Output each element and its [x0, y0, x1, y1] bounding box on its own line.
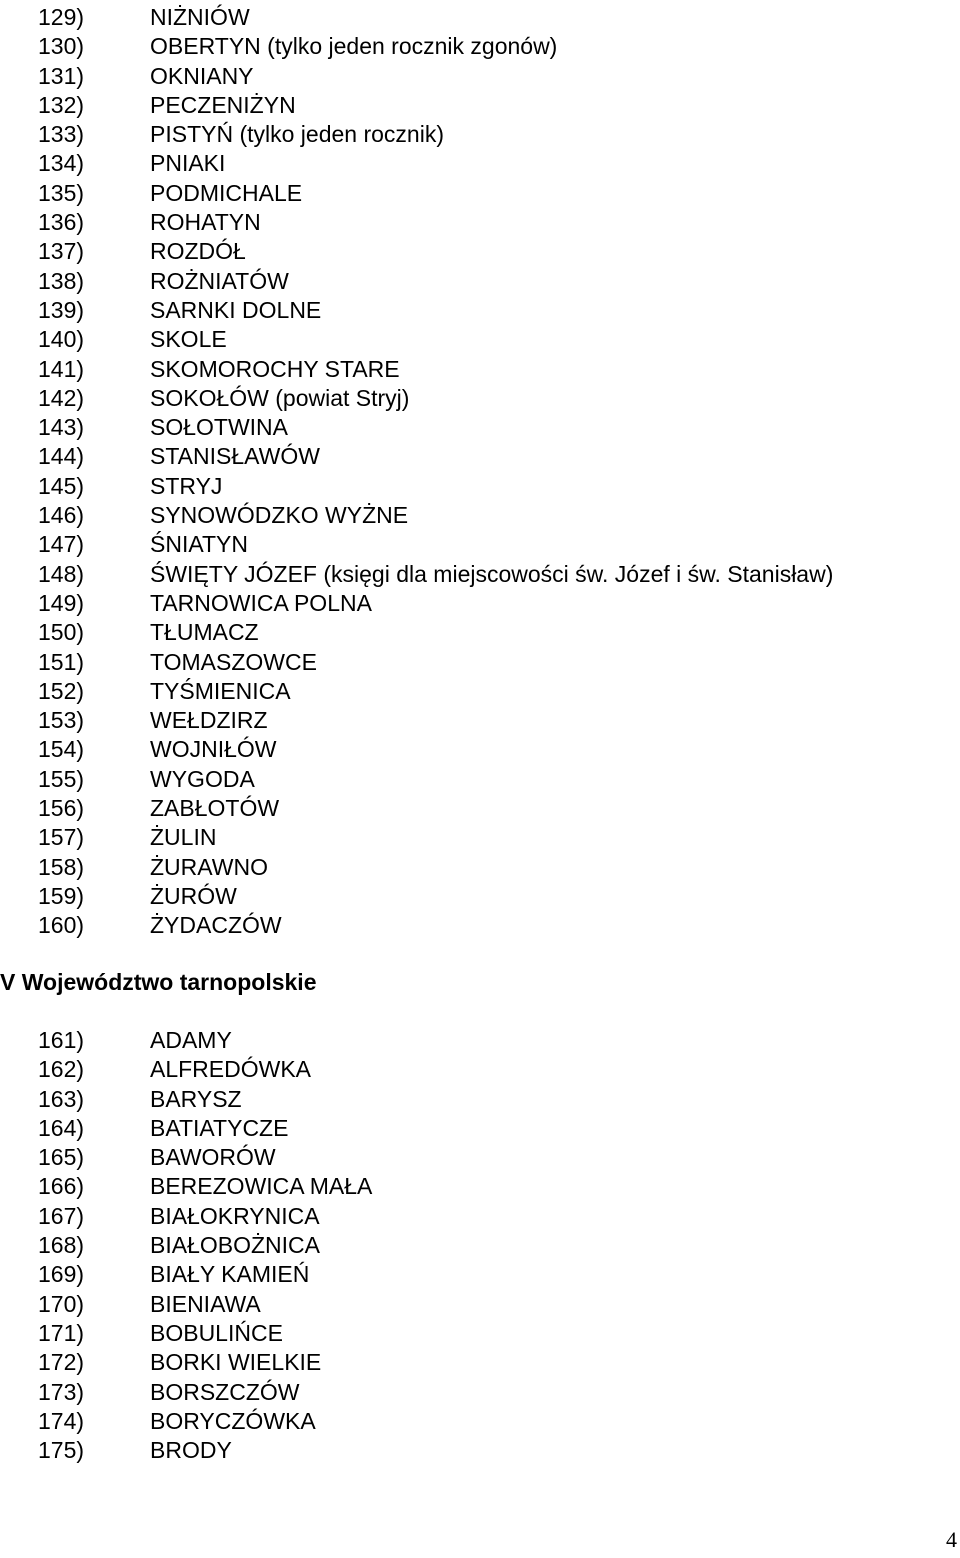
- list-item-name: ROHATYN: [150, 209, 261, 236]
- list-item-number: 146): [38, 502, 85, 529]
- list-item-number: 157): [38, 824, 85, 851]
- list-item: [0, 413, 960, 442]
- list-item-name: ROZDÓŁ: [150, 238, 246, 265]
- list-item-name: SARNKI DOLNE: [150, 296, 322, 323]
- list-item-number: 163): [38, 1085, 85, 1112]
- list-item-number: 138): [38, 267, 85, 294]
- list-item-number: 134): [38, 150, 85, 177]
- list-item-number: 148): [38, 560, 85, 587]
- list-item-name: BORKI WIELKIE: [150, 1349, 322, 1376]
- list-item-number: 135): [38, 179, 85, 206]
- list-item-name: STRYJ: [150, 472, 223, 499]
- list-item-number: 174): [38, 1407, 85, 1434]
- list-item: [0, 1172, 960, 1201]
- list-item-name: ŻURAWNO: [150, 853, 268, 880]
- list-item-name: TOMASZOWCE: [150, 648, 317, 675]
- list-item: [0, 501, 960, 530]
- list-item-name: BEREZOWICA MAŁA: [150, 1173, 373, 1200]
- list-item-name: WOJNIŁÓW: [150, 736, 277, 763]
- list-item-name: PISTYŃ (tylko jeden rocznik): [150, 121, 444, 148]
- list-item-number: 165): [38, 1144, 85, 1171]
- list-item: [0, 735, 960, 764]
- list-item-number: 152): [38, 677, 85, 704]
- list-item: [0, 296, 960, 325]
- list-item: [0, 1260, 960, 1289]
- list-item: [0, 267, 960, 296]
- list-item-name: TARNOWICA POLNA: [150, 589, 372, 616]
- list-item: [0, 120, 960, 149]
- list-item: [0, 325, 960, 354]
- list-item-number: 162): [38, 1056, 85, 1083]
- list-item: [0, 1378, 960, 1407]
- list-item: [0, 530, 960, 559]
- list-item: [0, 1085, 960, 1114]
- locality-list-part-2: [0, 1026, 960, 1465]
- list-item: [0, 1143, 960, 1172]
- list-item: [0, 765, 960, 794]
- list-item: [0, 1026, 960, 1055]
- list-item-number: 129): [38, 4, 85, 30]
- list-item-name: PNIAKI: [150, 150, 226, 177]
- list-item-number: 143): [38, 414, 85, 441]
- section-heading: V Województwo tarnopolskie: [0, 969, 317, 995]
- list-item: [0, 149, 960, 178]
- locality-list-part-1: [0, 3, 960, 941]
- list-item-name: BIAŁOKRYNICA: [150, 1202, 320, 1229]
- list-item: [0, 853, 960, 882]
- list-item-number: 170): [38, 1290, 85, 1317]
- list-item-number: 167): [38, 1202, 85, 1229]
- list-item-name: ZABŁOTÓW: [150, 795, 280, 822]
- list-item-name: TYŚMIENICA: [150, 677, 291, 704]
- list-item: [0, 589, 960, 618]
- list-item-name: SKOLE: [150, 326, 227, 353]
- list-item-name: BARYSZ: [150, 1085, 242, 1112]
- list-item-name: ŚNIATYN: [150, 531, 248, 558]
- list-item: [0, 91, 960, 120]
- list-item-number: 150): [38, 619, 85, 646]
- list-item: [0, 911, 960, 940]
- list-item-name: SKOMOROCHY STARE: [150, 355, 400, 382]
- list-item: [0, 1114, 960, 1143]
- list-item: [0, 62, 960, 91]
- list-item: [0, 384, 960, 413]
- list-item-name: SOŁOTWINA: [150, 414, 289, 441]
- list-item-name: BOBULIŃCE: [150, 1319, 283, 1346]
- list-item-number: 173): [38, 1378, 85, 1405]
- list-item: [0, 648, 960, 677]
- list-item-number: 136): [38, 209, 85, 236]
- list-item: [0, 355, 960, 384]
- list-item-name: OKNIANY: [150, 62, 254, 89]
- list-item-number: 133): [38, 121, 85, 148]
- list-item-number: 139): [38, 296, 85, 323]
- list-item-name: PECZENIŻYN: [150, 91, 296, 118]
- list-item: [0, 3, 960, 32]
- list-item-number: 160): [38, 912, 85, 939]
- list-item-number: 132): [38, 91, 85, 118]
- list-item-name: ALFREDÓWKA: [150, 1056, 312, 1083]
- list-item-number: 168): [38, 1232, 85, 1259]
- list-item-number: 137): [38, 238, 85, 265]
- list-item: [0, 1348, 960, 1377]
- list-item-number: 169): [38, 1261, 85, 1288]
- list-item-name: NIŻNIÓW: [150, 4, 250, 30]
- list-item: [0, 794, 960, 823]
- list-item-number: 151): [38, 648, 85, 675]
- list-item-name: ŚWIĘTY JÓZEF (księgi dla miejscowości św. Józef i św. Stanisław): [150, 560, 834, 587]
- list-item: [0, 706, 960, 735]
- list-item-number: 149): [38, 589, 85, 616]
- list-item-number: 155): [38, 765, 85, 792]
- list-item: [0, 1319, 960, 1348]
- list-item-number: 166): [38, 1173, 85, 1200]
- list-item: [0, 677, 960, 706]
- list-item-number: 144): [38, 443, 85, 470]
- list-item-name: BRODY: [150, 1437, 232, 1464]
- list-item-number: 131): [38, 62, 85, 89]
- page-number: 4: [946, 1527, 957, 1552]
- list-item: [0, 32, 960, 61]
- list-item-number: 172): [38, 1349, 85, 1376]
- list-item-name: PODMICHALE: [150, 179, 303, 206]
- list-item-name: WEŁDZIRZ: [150, 707, 268, 734]
- list-item-name: ŻULIN: [150, 824, 217, 851]
- list-item-name: SYNOWÓDZKO WYŻNE: [150, 502, 409, 529]
- list-item-number: 142): [38, 384, 85, 411]
- list-item-number: 147): [38, 531, 85, 558]
- list-item-name: BAWORÓW: [150, 1144, 276, 1171]
- list-item: [0, 442, 960, 471]
- list-item: [0, 179, 960, 208]
- list-item-number: 161): [38, 1027, 85, 1053]
- list-item-name: SOKOŁÓW (powiat Stryj): [150, 384, 410, 411]
- list-item: [0, 1055, 960, 1084]
- list-item-name: OBERTYN (tylko jeden rocznik zgonów): [150, 33, 558, 60]
- list-item: [0, 1202, 960, 1231]
- list-item-name: WYGODA: [150, 765, 255, 792]
- list-item: [0, 823, 960, 852]
- list-item-name: BORYCZÓWKA: [150, 1407, 316, 1434]
- list-item-name: BORSZCZÓW: [150, 1378, 300, 1405]
- list-item-number: 130): [38, 33, 85, 60]
- list-item-name: BIAŁOBOŻNICA: [150, 1232, 320, 1259]
- list-item: [0, 1290, 960, 1319]
- list-item-number: 140): [38, 326, 85, 353]
- list-item-number: 164): [38, 1114, 85, 1141]
- list-item: [0, 1407, 960, 1436]
- list-item: [0, 1231, 960, 1260]
- list-item-name: BIAŁY KAMIEŃ: [150, 1261, 310, 1288]
- list-item: [0, 618, 960, 647]
- list-item-name: ŻYDACZÓW: [150, 912, 282, 939]
- list-item-name: ROŻNIATÓW: [150, 267, 289, 294]
- list-item-number: 158): [38, 853, 85, 880]
- list-item-number: 159): [38, 882, 85, 909]
- list-item: [0, 472, 960, 501]
- list-item-name: TŁUMACZ: [150, 619, 259, 646]
- list-item: [0, 882, 960, 911]
- list-item-number: 145): [38, 472, 85, 499]
- list-item-number: 154): [38, 736, 85, 763]
- list-item-number: 153): [38, 707, 85, 734]
- list-item: [0, 1436, 960, 1465]
- list-item: [0, 208, 960, 237]
- list-item-name: BIENIAWA: [150, 1290, 261, 1317]
- list-item-number: 156): [38, 795, 85, 822]
- list-item-name: STANISŁAWÓW: [150, 443, 320, 470]
- list-item: [0, 560, 960, 589]
- list-item-name: ADAMY: [150, 1027, 232, 1053]
- list-item-number: 171): [38, 1319, 85, 1346]
- list-item: [0, 237, 960, 266]
- list-item-number: 175): [38, 1437, 85, 1464]
- list-item-name: ŻURÓW: [150, 882, 237, 909]
- list-item-number: 141): [38, 355, 85, 382]
- list-item-name: BATIATYCZE: [150, 1114, 289, 1141]
